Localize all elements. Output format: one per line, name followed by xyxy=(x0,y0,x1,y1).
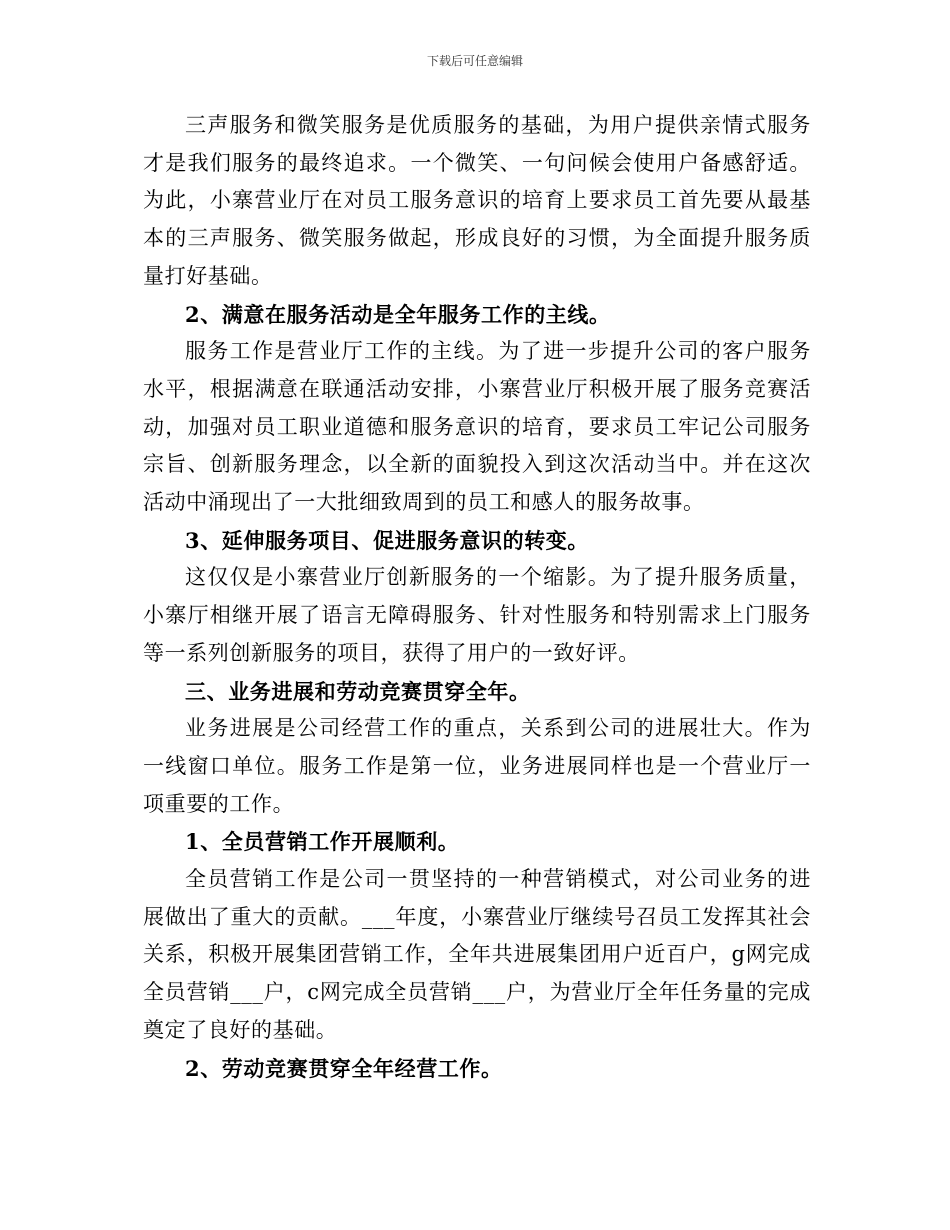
heading-business-competition: 三、业务进展和劳动竞赛贯穿全年。 xyxy=(185,678,531,704)
paragraph-business-progress: 业务进展是公司经营工作的重点，关系到公司的进展壮大。作为一线窗口单位。服务工作是第一位，业务进展同样也是一个营业厅一项重要的工作。 xyxy=(143,716,811,816)
heading-labor-competition: 2、劳动竞赛贯穿全年经营工作。 xyxy=(185,1055,503,1081)
heading-full-marketing: 1、全员营销工作开展顺利。 xyxy=(185,829,460,855)
page-header-note: 下载后可任意编辑 xyxy=(426,54,523,68)
heading-satisfaction-activity: 2、满意在服务活动是全年服务工作的主线。 xyxy=(185,301,611,327)
paragraph-service-main-line: 服务工作是营业厅工作的主线。为了进一步提升公司的客户服务水平，根据满意在联通活动安排，小寨营业厅积极开展了服务竞赛活动，加强对员工职业道德和服务意识的培育，要求员工牢记公司服务宗旨、创新服务理念，以全新的面貌投入到这次活动当中。并在这次活动中涌现出了一大批细致周到的员工和感人的服务故事。 xyxy=(143,339,811,515)
paragraph-service-foundation: 三声服务和微笑服务是优质服务的基础，为用户提供亲情式服务才是我们服务的最终追求。一个微笑、一句问候会使用户备感舒适。为此，小寨营业厅在对员工服务意识的培育上要求员工首先要从最基本的三声服务、微笑服务做起，形成良好的习惯，为全面提升服务质量打好基础。 xyxy=(143,113,811,288)
paragraph-marketing-results: 全员营销工作是公司一贯坚持的一种营销模式，对公司业务的进展做出了重大的贡献。___年度，小寨营业厅继续号召员工发挥其社会关系，积极开展集团营销工作，全年共进展集团用户近百户，g网完成全员营销___户，c网完成全员营销___户，为营业厅全年任务量的完成奠定了良好的基础。 xyxy=(143,867,811,1042)
heading-extend-service: 3、延伸服务项目、促进服务意识的转变。 xyxy=(185,527,590,553)
document-body xyxy=(143,107,811,1087)
paragraph-innovation-service: 这仅仅是小寨营业厅创新服务的一个缩影。为了提升服务质量，小寨厅相继开展了语言无障碍服务、针对性服务和特别需求上门服务等一系列创新服务的项目，获得了用户的一致好评。 xyxy=(143,565,811,665)
